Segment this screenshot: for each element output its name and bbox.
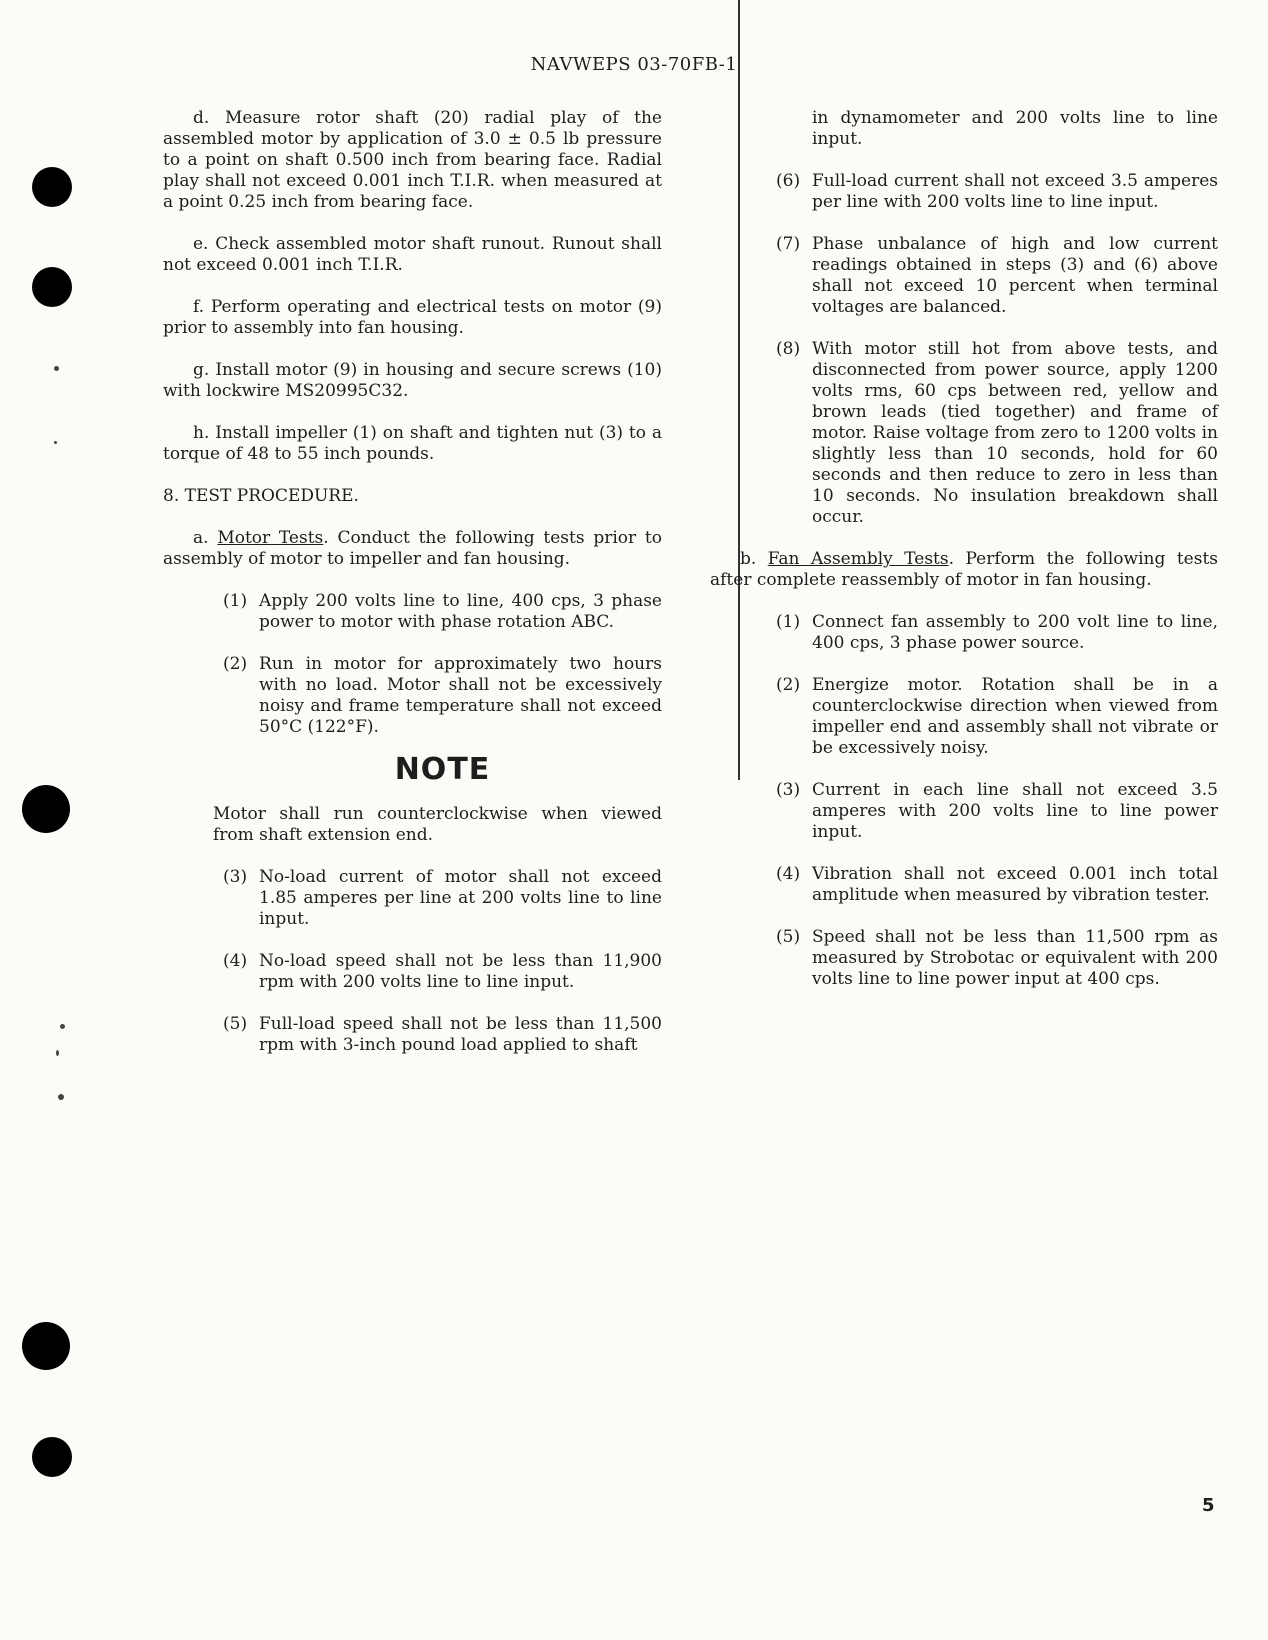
binder-hole <box>32 267 72 307</box>
step-text: Vibration shall not exceed 0.001 inch total amplitude when measured by vibration tester. <box>812 864 1218 905</box>
step-number: (2) <box>223 654 248 674</box>
list-item <box>776 864 1218 906</box>
list-item <box>776 780 1218 843</box>
binder-hole <box>22 785 70 833</box>
scan-speck <box>60 1024 65 1029</box>
step-text: Speed shall not be less than 11,500 rpm as measured by Strobotac or equivalent with 200 volts line to line power input at 400 cps. <box>812 927 1218 989</box>
list-item <box>776 612 1218 654</box>
step-number: (7) <box>776 234 801 254</box>
list-item <box>776 927 1218 990</box>
step-text: Run in motor for approximately two hours with no load. Motor shall not be excessively noisy and frame temperature shall not exceed 50°C (122°F). <box>259 654 662 737</box>
list-item <box>776 234 1218 318</box>
step-number: (3) <box>776 780 801 800</box>
step-text: Energize motor. Rotation shall be in a counterclockwise direction when viewed from impeller end and assembly shall not vibrate or be excessively noisy. <box>812 675 1218 758</box>
motor-test-steps-right <box>770 171 1218 528</box>
step-text: No-load current of motor shall not exceed 1.85 amperes per line at 200 volts line to line input. <box>259 867 662 929</box>
fan-assembly-steps <box>770 612 1218 990</box>
motor-test-steps-continued <box>163 867 662 1056</box>
note-heading: NOTE <box>394 752 491 787</box>
paragraph-a-text: . Conduct the following tests prior to assembly of motor to impeller and fan housing. <box>163 528 662 569</box>
list-item <box>776 171 1218 213</box>
binder-hole <box>32 1437 72 1477</box>
step-text: Phase unbalance of high and low current readings obtained in steps (3) and (6) above shall not exceed 10 percent when terminal voltages are balanced. <box>812 234 1218 317</box>
step-number: (5) <box>223 1014 248 1034</box>
right-column <box>710 108 1218 1011</box>
step-number: (8) <box>776 339 801 359</box>
step-text: Full-load current shall not exceed 3.5 amperes per line with 200 volts line to line input. <box>812 171 1218 212</box>
list-item <box>223 951 662 993</box>
left-column <box>163 108 662 1077</box>
step-text: Apply 200 volts line to line, 400 cps, 3 phase power to motor with phase rotation ABC. <box>259 591 662 632</box>
step-number: (4) <box>776 864 801 884</box>
paragraph-g: g. Install motor (9) in housing and secure screws (10) with lockwire MS20995C32. <box>163 360 662 401</box>
list-item <box>223 654 662 738</box>
paragraph-b-title: Fan Assembly Tests <box>767 549 949 569</box>
binder-hole <box>22 1322 70 1370</box>
paragraph-a <box>163 528 662 570</box>
continuation-text: in dynamometer and 200 volts line to line input. <box>812 108 1218 149</box>
paragraph-b-label: b. <box>740 549 757 569</box>
list-item <box>223 867 662 930</box>
step-text: Connect fan assembly to 200 volt line to line, 400 cps, 3 phase power source. <box>812 612 1218 653</box>
binder-hole <box>32 167 72 207</box>
step-text: Current in each line shall not exceed 3.5 amperes with 200 volts line to line power input. <box>812 780 1218 842</box>
list-item <box>223 591 662 633</box>
paragraph-f: f. Perform operating and electrical tests on motor (9) prior to assembly into fan housing. <box>163 297 662 338</box>
section-heading: 8. TEST PROCEDURE. <box>163 486 359 506</box>
page-number: 5 <box>1202 1495 1215 1516</box>
step-number: (2) <box>776 675 801 695</box>
paragraph-a-label: a. <box>193 528 209 548</box>
scan-speck <box>54 441 57 444</box>
paragraph-h: h. Install impeller (1) on shaft and tighten nut (3) to a torque of 48 to 55 inch pounds. <box>163 423 662 464</box>
paragraph-b-text: . Perform the following tests after complete reassembly of motor in fan housing. <box>710 549 1218 590</box>
list-item <box>776 675 1218 759</box>
paragraph-e: e. Check assembled motor shaft runout. Runout shall not exceed 0.001 inch T.I.R. <box>163 234 662 275</box>
scan-speck <box>56 1050 59 1056</box>
paragraph-d: d. Measure rotor shaft (20) radial play of the assembled motor by application of 3.0 ± 0.5 lb pressure to a point on shaft 0.500 inch from bearing face. Radial play shall not exceed 0.001 inch T.I.R. when measured at a point 0.25 inch from bearing face. <box>163 108 662 212</box>
step-number: (5) <box>776 927 801 947</box>
step-text: Full-load speed shall not be less than 11,500 rpm with 3-inch pound load applied to shaft <box>259 1014 662 1055</box>
list-item <box>776 339 1218 528</box>
scan-speck <box>54 366 59 371</box>
step-text: With motor still hot from above tests, and disconnected from power source, apply 1200 volts rms, 60 cps between red, yellow and brown leads (tied together) and frame of motor. Raise voltage from zero to 1200 volts in slightly less than 10 seconds, hold for 60 seconds and then reduce to zero in less than 10 seconds. No insulation breakdown shall occur. <box>812 339 1218 527</box>
note-text: Motor shall run counterclockwise when viewed from shaft extension end. <box>213 804 662 845</box>
scan-speck <box>58 1094 64 1100</box>
document-number-header: NAVWEPS 03-70FB-1 <box>530 54 738 75</box>
step-number: (4) <box>223 951 248 971</box>
motor-test-steps <box>163 591 662 738</box>
step-text: No-load speed shall not be less than 11,900 rpm with 200 volts line to line input. <box>259 951 662 992</box>
step-number: (6) <box>776 171 801 191</box>
step-number: (3) <box>223 867 248 887</box>
fold-line <box>738 0 740 780</box>
paragraph-a-title: Motor Tests <box>217 528 324 548</box>
list-item <box>223 1014 662 1056</box>
paragraph-b <box>710 549 1218 591</box>
step-number: (1) <box>223 591 248 611</box>
step-number: (1) <box>776 612 801 632</box>
